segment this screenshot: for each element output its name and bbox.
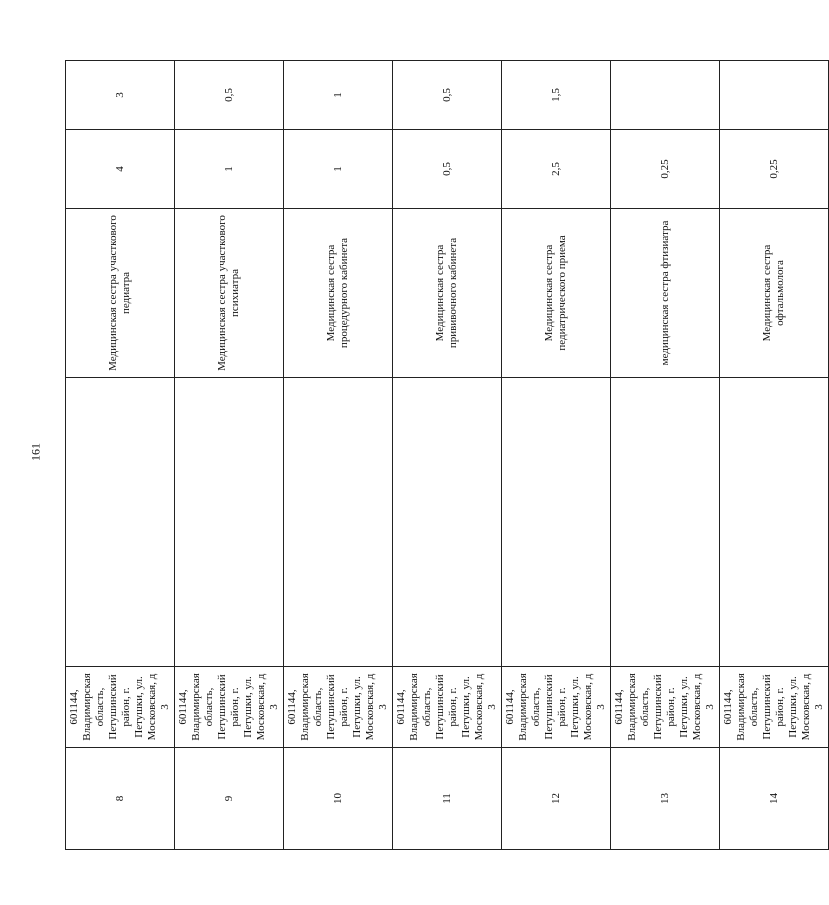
- table-row: [720, 61, 829, 850]
- empty-cell: [393, 378, 502, 667]
- table-row: [66, 61, 175, 850]
- empty-cell: [284, 378, 393, 667]
- position-cell: Медицинская сестра прививочного кабинета: [393, 209, 502, 378]
- value1-cell: 2,5: [502, 130, 611, 209]
- row-number: 14: [720, 748, 829, 850]
- rotated-table-container: [65, 88, 825, 850]
- page-number: 161: [28, 443, 43, 461]
- position-cell: Медицинская сестра процедурного кабинета: [284, 209, 393, 378]
- row-number: 8: [66, 748, 175, 850]
- table-row: [502, 61, 611, 850]
- address-cell: 601144, Владимирская область, Петушинский район, г. Петушки, ул. Московская, д 3: [284, 667, 393, 748]
- address-cell: 601144, Владимирская область, Петушинский район, г. Петушки, ул. Московская, д 3: [611, 667, 720, 748]
- value2-cell: 1,5: [502, 61, 611, 130]
- address-cell: 601144, Владимирская область, Петушинский район, г. Петушки, ул. Московская, д 3: [66, 667, 175, 748]
- empty-cell: [175, 378, 284, 667]
- row-number: 12: [502, 748, 611, 850]
- empty-cell: [720, 378, 829, 667]
- value1-cell: 0,25: [611, 130, 720, 209]
- position-cell: медицинская сестра фтизиатра: [611, 209, 720, 378]
- address-cell: 601144, Владимирская область, Петушинский район, г. Петушки, ул. Московская, д 3: [720, 667, 829, 748]
- value2-cell: 0,5: [393, 61, 502, 130]
- value1-cell: 4: [66, 130, 175, 209]
- address-cell: 601144, Владимирская область, Петушинский район, г. Петушки, ул. Московская, д 3: [502, 667, 611, 748]
- position-cell: Медицинская сестра участкового психиатра: [175, 209, 284, 378]
- value2-cell: [611, 61, 720, 130]
- value1-cell: 0,5: [393, 130, 502, 209]
- value1-cell: 0,25: [720, 130, 829, 209]
- row-number: 11: [393, 748, 502, 850]
- row-number: 9: [175, 748, 284, 850]
- row-number: 10: [284, 748, 393, 850]
- staff-table: [65, 60, 829, 850]
- empty-cell: [66, 378, 175, 667]
- value2-cell: [720, 61, 829, 130]
- position-cell: Медицинская сестра участкового педиатра: [66, 209, 175, 378]
- value2-cell: 1: [284, 61, 393, 130]
- value1-cell: 1: [284, 130, 393, 209]
- table-row: [175, 61, 284, 850]
- position-cell: Медицинская сестра офтальмолога: [720, 209, 829, 378]
- row-number: 13: [611, 748, 720, 850]
- empty-cell: [611, 378, 720, 667]
- address-cell: 601144, Владимирская область, Петушинский район, г. Петушки, ул. Московская, д 3: [393, 667, 502, 748]
- table-row: [611, 61, 720, 850]
- position-cell: Медицинская сестра педиатрического приема: [502, 209, 611, 378]
- empty-cell: [502, 378, 611, 667]
- value2-cell: 3: [66, 61, 175, 130]
- address-cell: 601144, Владимирская область, Петушинский район, г. Петушки, ул. Московская, д 3: [175, 667, 284, 748]
- table-row: [393, 61, 502, 850]
- value2-cell: 0,5: [175, 61, 284, 130]
- value1-cell: 1: [175, 130, 284, 209]
- table-row: [284, 61, 393, 850]
